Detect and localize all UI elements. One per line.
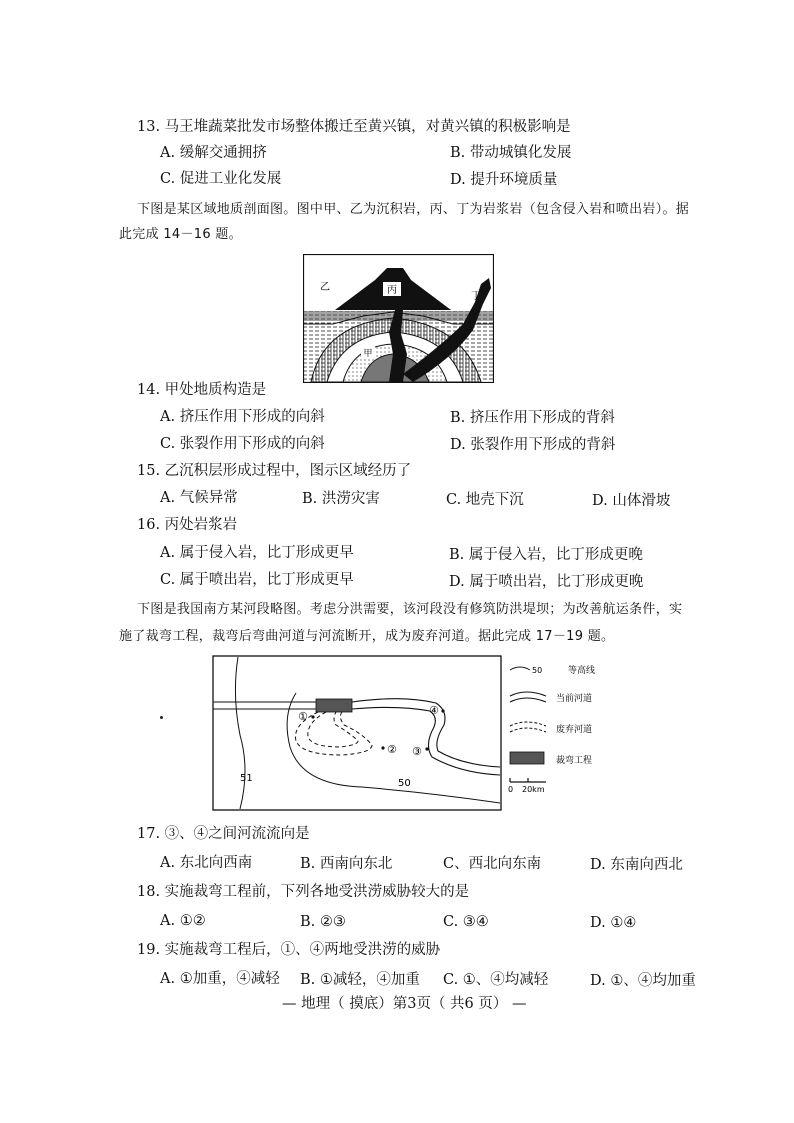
q17-option-a: A. 东北向西南 <box>160 855 253 871</box>
q15-option-a: A. 气候异常 <box>160 490 238 506</box>
point-4-label: ④ <box>429 704 439 717</box>
q18-option-a: A. ①② <box>160 913 206 929</box>
q14-option-a: A. 挤压作用下形成的向斜 <box>160 409 325 425</box>
q17-option-d: D. 东南向西北 <box>590 857 683 873</box>
q14-stem: 14. 甲处地质构造是 <box>137 382 267 398</box>
page-footer: — 地理（ 摸底）第3页（ 共6 页） — <box>282 996 527 1012</box>
q16-option-c: C. 属于喷出岩，比丁形成更早 <box>160 572 354 588</box>
legend-contour-symbol <box>510 667 530 670</box>
q16-option-b: B. 属于侵入岩，比丁形成更晚 <box>449 547 643 563</box>
q13-option-b: B. 带动城镇化发展 <box>450 145 572 161</box>
q18-option-d: D. ①④ <box>590 915 637 931</box>
label-jia: 甲 <box>363 349 373 359</box>
q14-option-c: C. 张裂作用下形成的向斜 <box>160 436 325 452</box>
map-legend <box>506 660 626 794</box>
legend-cutoff-symbol <box>510 752 544 764</box>
intro2-line1: 下图是我国南方某河段略图。考虑分洪需要，该河段没有修筑防洪堤坝；为改善航运条件，实 <box>137 602 683 617</box>
q16-stem: 16. 丙处岩浆岩 <box>137 517 238 533</box>
label-yi: 乙 <box>320 282 330 293</box>
legend-river-symbol-b <box>510 698 546 702</box>
q19-option-c: C. ①、④均减轻 <box>443 972 549 988</box>
q17-option-c: C、西北向东南 <box>443 856 542 872</box>
cutoff-works <box>316 699 352 712</box>
intro2-line2: 施了裁弯工程，裁弯后弯曲河道与河流断开，成为废弃河道。据此完成 17－19 题。 <box>119 629 615 644</box>
legend-abandoned-label: 废弃河道 <box>556 725 593 735</box>
q19-stem: 19. 实施裁弯工程后，①、④两地受洪涝的威胁 <box>137 942 441 958</box>
legend-river-symbol-a <box>510 692 546 696</box>
legend-abandoned-symbol-a <box>510 722 546 726</box>
point-1-dot <box>311 715 314 718</box>
legend-abandoned-symbol-b <box>510 728 546 732</box>
legend-cutoff-label: 裁弯工程 <box>556 756 593 766</box>
scale-zero: 0 <box>508 785 514 794</box>
point-3-label: ③ <box>412 745 422 758</box>
legend-contour-label: 等高线 <box>568 666 596 676</box>
scale-distance: 20km <box>522 785 545 794</box>
legend-contour-value: 50 <box>532 666 543 675</box>
q14-option-d: D. 张裂作用下形成的背斜 <box>450 437 616 453</box>
q16-option-a: A. 属于侵入岩，比丁形成更早 <box>160 545 354 561</box>
q19-option-d: D. ①、④均加重 <box>590 973 696 989</box>
q18-stem: 18. 实施裁弯工程前，下列各地受洪涝威胁较大的是 <box>137 884 470 900</box>
contour-label-51: 51 <box>240 773 253 784</box>
q15-option-c: C. 地壳下沉 <box>446 492 524 508</box>
label-ding: 丁 <box>471 291 481 302</box>
q15-stem: 15. 乙沉积层形成过程中，图示区域经历了 <box>137 463 412 479</box>
geologic-section-figure <box>303 254 494 383</box>
point-4-dot <box>441 709 444 712</box>
q18-option-c: C. ③④ <box>443 914 489 930</box>
q19-option-a: A. ①加重，④减轻 <box>160 971 280 987</box>
scan-speck <box>160 716 163 719</box>
contour-label-50: 50 <box>398 778 411 789</box>
point-2-label: ② <box>387 743 397 756</box>
q18-option-b: B. ②③ <box>300 914 346 930</box>
intro1-line2: 此完成 14－16 题。 <box>119 227 242 242</box>
q15-option-b: B. 洪涝灾害 <box>302 491 380 507</box>
river-map-figure <box>212 655 502 811</box>
q13-option-c: C. 促进工业化发展 <box>160 171 282 187</box>
label-bing: 丙 <box>387 285 397 296</box>
q17-option-b: B. 西南向东北 <box>300 856 393 872</box>
q13-stem: 13. 马王堆蔬菜批发市场整体搬迁至黄兴镇，对黄兴镇的积极影响是 <box>137 119 571 135</box>
point-3-dot <box>425 747 428 750</box>
q17-stem: 17. ③、④之间河流流向是 <box>137 826 310 842</box>
legend-current-river-label: 当前河道 <box>556 694 593 704</box>
point-1-label: ① <box>298 710 308 723</box>
point-2-dot <box>381 746 384 749</box>
intro1-line1: 下图是某区域地质剖面图。图中甲、乙为沉积岩，丙、丁为岩浆岩（包含侵入岩和喷出岩）。据 <box>137 202 690 217</box>
q16-option-d: D. 属于喷出岩，比丁形成更晚 <box>449 574 644 590</box>
q19-option-b: B. ①减轻，④加重 <box>300 972 420 988</box>
q13-option-d: D. 提升环境质量 <box>450 172 558 188</box>
q13-option-a: A. 缓解交通拥挤 <box>160 145 267 161</box>
q15-option-d: D. 山体滑坡 <box>592 493 671 509</box>
q14-option-b: B. 挤压作用下形成的背斜 <box>450 410 615 426</box>
